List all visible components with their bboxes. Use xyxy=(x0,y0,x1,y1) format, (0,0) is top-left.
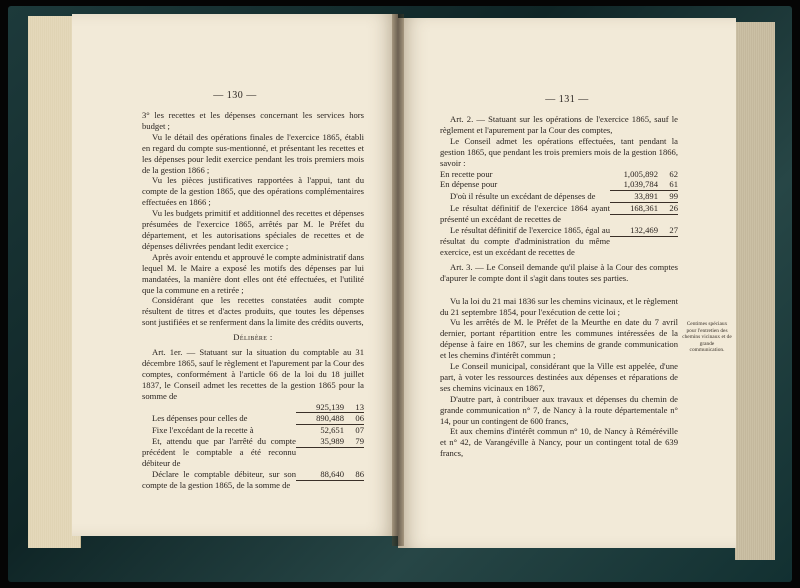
amount-row xyxy=(142,402,364,414)
margin-note: Centimes spéciaux pour l'entretien des chemins vicinaux et de grande communication. xyxy=(682,321,732,354)
right-page-edges xyxy=(735,22,775,560)
left-page xyxy=(72,14,398,536)
amount-label: Les dépenses pour celles de xyxy=(152,413,248,424)
amount-value: 1,039,784 xyxy=(610,179,658,191)
amount-cents: 86 xyxy=(344,469,364,481)
article-2: Art. 2. — Statuant sur les opérations de l'exercice 1865, sauf le règlement et l'apurement par la Cour des comptes, xyxy=(440,114,678,135)
amount-cents: 79 xyxy=(344,436,364,448)
amount-value: 168,361 xyxy=(610,203,658,215)
amount-label: Le résultat définitif de l'exercice 1864 ayant présenté un excédant de recettes de xyxy=(440,203,610,225)
right-page xyxy=(398,18,736,548)
amount-cents: 06 xyxy=(344,413,364,425)
article-3: Art. 3. — Le Conseil demande qu'il plaise à la Cour des comptes d'apurer le compte dont il s'agit dans toutes ses parties. xyxy=(440,261,678,283)
left-paragraph-6: Considérant que les recettes constatées audit compte résultent de titres et d'actes produits, que toutes les dépenses sont justifiées et se renferment dans la limite des crédits ouverts, xyxy=(142,295,364,328)
right-text-block xyxy=(440,114,678,459)
left-paragraph-5: Après avoir entendu et approuvé le compte administratif dans lequel M. le Maire a exposé les motifs des dépenses par lui mandatées, la manière dont elles ont été effectuées, et l'utilité que la commune en a retirée ; xyxy=(142,251,364,295)
amount-value: 890,488 xyxy=(296,413,344,425)
amount-value: 35,989 xyxy=(296,436,344,448)
amount-value: 88,640 xyxy=(296,469,344,481)
amount-row xyxy=(440,179,678,191)
book-gutter xyxy=(392,14,404,546)
amount-row xyxy=(142,436,364,469)
right-paragraph-3: Vu les arrêtés de M. le Préfet de la Meurthe en date du 7 avril dernier, portant répartition entre les communes intéressées de la dépense à faire en 1867, sur les chemins de grande communication et les chemins d'intérêt commun ; xyxy=(440,317,678,361)
amount-row xyxy=(440,225,678,258)
left-paragraph-3: Vu les pièces justificatives rapportées à l'appui, tant du compte de la gestion 1865, que des opérations complémentaires effectuées en 1866 ; xyxy=(142,175,364,208)
amount-cents: 99 xyxy=(658,191,678,203)
amount-cents: 61 xyxy=(658,179,678,191)
amount-cents: 13 xyxy=(344,402,364,414)
amount-row xyxy=(440,169,678,180)
left-paragraph-1: 3° les recettes et les dépenses concernant les services hors budget ; xyxy=(142,110,364,131)
amount-value: 52,651 xyxy=(320,425,344,436)
amount-row xyxy=(440,203,678,225)
right-paragraph-4: Le Conseil municipal, considérant que la Ville est appelée, d'une part, à voter les ressources destinées aux dépenses et réparations de ses chemins vicinaux en 1867, xyxy=(440,361,678,393)
amount-cents: 62 xyxy=(669,168,678,179)
amount-value: 33,891 xyxy=(610,191,658,203)
left-paragraph-2: Vu le détail des opérations finales de l'exercice 1865, établi en regard du compte sus-mentionné, et présentant les recettes et les dépenses pour ledit exercice pendant les trois premiers mois de la gestion 1866 ; xyxy=(142,131,364,175)
amount-label: D'où il résulte un excédant de dépenses de xyxy=(450,191,596,202)
amount-row xyxy=(440,191,678,203)
amount-label: En recette pour xyxy=(440,168,493,179)
left-paragraph-4: Vu les budgets primitif et additionnel des recettes et dépenses présumées de l'exercice 1865, arrêtés par M. le Préfet du département, et les autorisations spéciales de recettes et de dépenses délivrées pendant ledit exercice ; xyxy=(142,208,364,251)
right-paragraph-2: Vu la loi du 21 mai 1836 sur les chemins vicinaux, et le règlement du 21 septembre 1854, pour l'exécution de cette loi ; xyxy=(440,295,678,317)
amount-label: Déclare le comptable débiteur, sur son compte de la gestion 1865, de la somme de xyxy=(142,469,296,490)
amount-value: 132,469 xyxy=(610,225,658,237)
delibere-heading: Délibère : xyxy=(233,332,273,343)
amount-label: Et, attendu que par l'arrêté du compte précédent le comptable a été reconnu débiteur de xyxy=(142,436,296,469)
amount-row xyxy=(142,425,364,436)
amount-value: 925,139 xyxy=(296,402,344,414)
amount-cents: 27 xyxy=(658,225,678,237)
right-paragraph-6: Et aux chemins d'intérêt commun n° 10, de Nancy à Réméréville et n° 42, de Varangéville à Nancy, pour un contingent total de 639 francs, xyxy=(440,426,678,459)
article-1: Art. 1er. — Statuant sur la situation du comptable au 31 décembre 1865, sauf le règlement et l'apurement par la Cour des comptes, conformément à l'article 66 de la loi du 18 juillet 1837, le Conseil admet les recettes de la gestion 1865 pour la somme de xyxy=(142,347,364,401)
left-folio: — 130 — xyxy=(213,90,257,101)
amount-cents: 26 xyxy=(658,203,678,215)
amount-row xyxy=(142,469,364,491)
amount-label: En dépense pour xyxy=(440,179,498,190)
amount-value: 1,005,892 xyxy=(623,168,658,179)
amount-label: Le résultat définitif de l'exercice 1865, égal au résultat du compte d'administration du même exercice, est un excédant de recettes de xyxy=(440,225,610,257)
left-text-block xyxy=(142,110,364,491)
amount-label: Fixe l'excédant de la recette à xyxy=(152,425,254,436)
right-folio: — 131 — xyxy=(545,94,589,105)
right-paragraph-5: D'autre part, à contribuer aux travaux et dépenses du chemin de grande communication n° 7, de Nancy à la route départementale n° 14, pour un contingent de 600 francs, xyxy=(440,393,678,426)
amount-cents: 07 xyxy=(355,425,364,436)
amount-row xyxy=(142,413,364,425)
right-paragraph-1: Le Conseil admet les opérations effectuées, tant pendant la gestion 1865, que pendant les trois premiers mois de la gestion 1866, savoir : xyxy=(440,135,678,168)
